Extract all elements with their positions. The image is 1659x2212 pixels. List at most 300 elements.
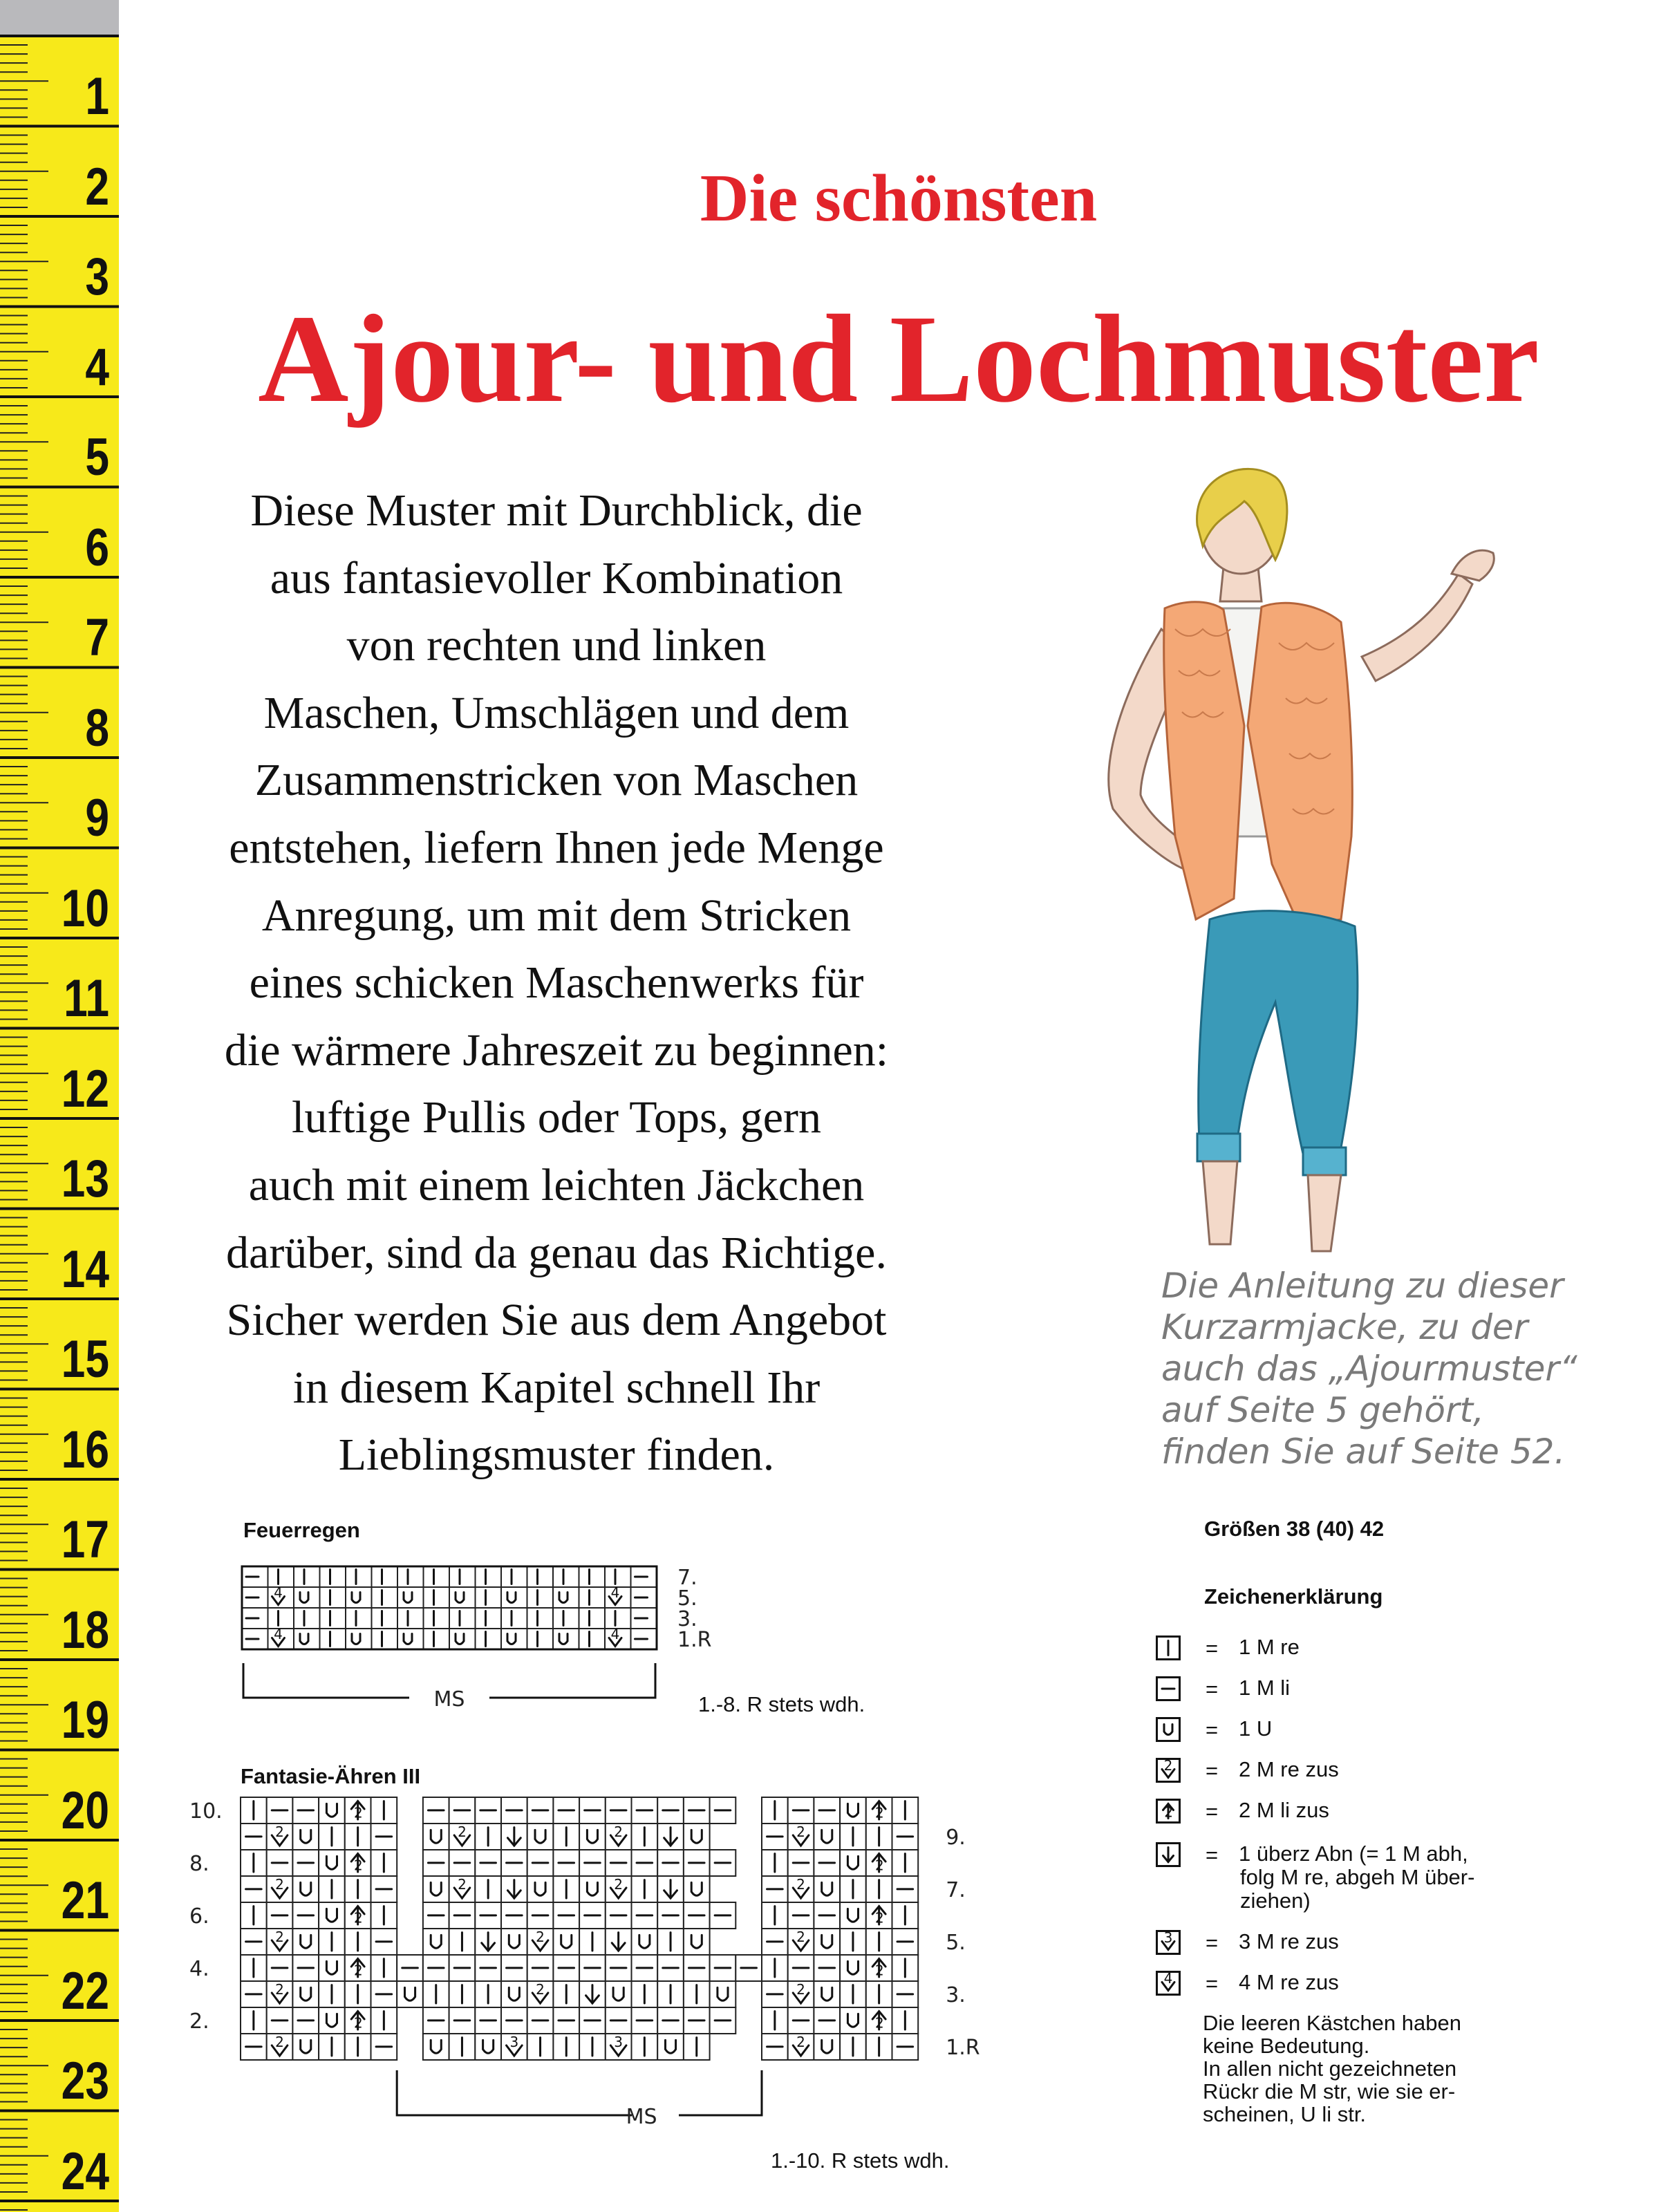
svg-text:2: 2 <box>796 1875 805 1893</box>
svg-text:2: 2 <box>614 1875 624 1893</box>
chart-cell <box>710 2007 736 2034</box>
chart-cell <box>449 1587 476 1608</box>
note-line: Die leeren Kästchen haben <box>1203 2011 1461 2035</box>
chart-cell <box>449 1876 476 1902</box>
chart-row-label-left: 6. <box>189 1904 209 1929</box>
legend-text-line: 1 M re <box>1239 1635 1300 1659</box>
ruler-number: 3 <box>85 247 109 306</box>
caption-line: Kurzarmjacke, zu der <box>1161 1307 1528 1347</box>
chart-cell <box>267 1981 293 2007</box>
chart-cell <box>657 1981 684 2007</box>
page-subtitle: Die schönsten <box>700 161 1098 236</box>
caption-line: auch das „Ajourmuster“ <box>1161 1349 1577 1389</box>
svg-text:3: 3 <box>1163 1932 1173 1946</box>
chart-cell <box>371 1850 397 1876</box>
ruler-number: 18 <box>61 1600 109 1660</box>
chart-cell <box>449 1850 476 1876</box>
chart-cell <box>892 2007 919 2034</box>
chart-cell <box>788 1850 814 1876</box>
chart-cell <box>892 1955 919 1981</box>
ruler-number: 10 <box>61 879 109 938</box>
chart-cell <box>501 1608 527 1629</box>
ruler-number: 1 <box>85 67 109 126</box>
legend-text <box>1239 1799 1329 1822</box>
chart-cell <box>371 1876 397 1902</box>
chart-cell <box>553 1608 579 1629</box>
chart-cell <box>840 1955 866 1981</box>
chart-cell <box>840 1981 866 2007</box>
chart-cell <box>788 1955 814 1981</box>
sizes-label: Größen 38 (40) 42 <box>1204 1517 1385 1541</box>
chart-cell <box>892 1902 919 1929</box>
chart-cell <box>424 1629 450 1649</box>
chart-cell <box>631 1566 657 1587</box>
chart-cell <box>476 1587 502 1608</box>
chart-cell <box>814 1929 840 1955</box>
chart-cell <box>892 1981 919 2007</box>
vest-right <box>1248 603 1352 926</box>
leg-left <box>1203 1161 1237 1244</box>
chart-cell <box>345 1929 371 1955</box>
chart-cell <box>527 1850 554 1876</box>
chart-cell <box>372 1608 398 1629</box>
chart-cell <box>292 1902 319 1929</box>
svg-text:2: 2 <box>875 1857 884 1874</box>
chart-cell <box>553 1902 579 1929</box>
note-line: Rückr die M str, wie sie er- <box>1203 2079 1456 2103</box>
chart-cell <box>657 1876 684 1902</box>
svg-text:2: 2 <box>614 1823 624 1840</box>
chart-cell <box>632 2034 658 2060</box>
chart-cell <box>814 1902 840 1929</box>
ruler-number: 15 <box>61 1330 109 1389</box>
chart-row-label-left: 4. <box>189 1957 209 1981</box>
legend-equals: = <box>1206 1931 1219 1955</box>
svg-text:2: 2 <box>796 2033 805 2050</box>
chart-cell <box>788 1902 814 1929</box>
chart-cell <box>292 1850 319 1876</box>
chart-cell <box>501 1566 527 1587</box>
chart-cell <box>762 1876 788 1902</box>
chart-cell <box>788 1981 814 2007</box>
chart-cell <box>397 1955 423 1981</box>
chart-cell <box>866 2007 892 2034</box>
chart-cell <box>866 1876 892 1902</box>
svg-text:2: 2 <box>796 1928 805 1945</box>
chart-row-label-right: 5. <box>946 1931 966 1955</box>
chart-cell <box>241 1902 267 1929</box>
chart-cell <box>501 1929 527 1955</box>
chart-cell <box>553 1981 579 2007</box>
svg-text:3: 3 <box>614 2033 624 2050</box>
chart-cell <box>294 1566 320 1587</box>
chart-cell <box>423 1850 449 1876</box>
chart-cell <box>241 1797 267 1824</box>
chart-cell <box>294 1608 320 1629</box>
chart-cell <box>241 1850 267 1876</box>
leg-right <box>1308 1175 1341 1251</box>
chart-cell <box>684 1929 710 1955</box>
chart-cell <box>267 1876 293 1902</box>
chart-cell <box>346 1566 372 1587</box>
chart-cell <box>319 1955 345 1981</box>
chart-cell <box>762 1902 788 1929</box>
chart-cell <box>449 2007 476 2034</box>
chart-cell <box>320 1629 346 1649</box>
chart-cell <box>372 1629 398 1649</box>
chart-cell <box>606 2034 632 2060</box>
intro-line: Lieblingsmuster finden. <box>338 1430 775 1481</box>
svg-text:2: 2 <box>875 2014 884 2032</box>
chart-cell <box>371 1955 397 1981</box>
chart-cell <box>553 1797 579 1824</box>
chart-cell <box>657 1797 684 1824</box>
svg-text:3: 3 <box>509 2033 519 2050</box>
chart-fantasie-aehren <box>180 1790 995 2136</box>
chart-row-label-right: 7. <box>946 1878 966 1902</box>
chart-cell <box>632 1797 658 1824</box>
chart-cell <box>449 1608 476 1629</box>
chart-cell <box>319 1902 345 1929</box>
chart-cell <box>267 2034 293 2060</box>
chart-cell <box>397 1566 424 1587</box>
legend-symbol-icon <box>1156 1676 1181 1701</box>
chart-cell <box>788 1876 814 1902</box>
chart-cell <box>292 1797 319 1824</box>
chart-cell <box>475 1902 501 1929</box>
chart-cell <box>267 1797 293 1824</box>
chart-cell <box>762 1981 788 2007</box>
chart-cell <box>840 1902 866 1929</box>
chart-cell <box>527 1608 554 1629</box>
chart-cell <box>840 1797 866 1824</box>
chart-cell <box>241 1876 267 1902</box>
chart-cell <box>449 1566 476 1587</box>
chart-cell <box>632 1981 658 2007</box>
intro-line: darüber, sind da genau das Richtige. <box>226 1227 887 1278</box>
chart-cell <box>372 1587 398 1608</box>
chart-cell <box>553 1876 579 1902</box>
chart-ms-label: MS <box>433 1687 465 1712</box>
svg-text:4: 4 <box>610 1626 620 1642</box>
chart-cell <box>788 2007 814 2034</box>
ruler-number: 19 <box>61 1691 109 1750</box>
chart-cell <box>501 1587 527 1608</box>
ruler-number: 17 <box>61 1510 109 1569</box>
jeans <box>1199 911 1358 1168</box>
chart-cell <box>762 1850 788 1876</box>
legend-symbol-icon <box>1156 1758 1181 1783</box>
chart-cell <box>579 1797 606 1824</box>
chart-cell <box>267 1824 293 1850</box>
chart-cell <box>501 1902 527 1929</box>
chart-cell <box>527 1629 554 1649</box>
legend-text <box>1239 1635 1300 1659</box>
chart-cell <box>423 1797 449 1824</box>
chart-cell <box>475 1955 501 1981</box>
chart-cell <box>788 1824 814 1850</box>
chart-cell <box>475 2034 501 2060</box>
svg-text:2: 2 <box>354 1962 363 1979</box>
chart-cell <box>319 1876 345 1902</box>
legend-text-line: 2 M li zus <box>1239 1798 1329 1822</box>
svg-text:2: 2 <box>458 1823 467 1840</box>
chart-cell <box>632 1876 658 1902</box>
chart-cell <box>267 1850 293 1876</box>
chart-cell <box>268 1626 294 1649</box>
chart-cell <box>684 1824 710 1850</box>
chart-cell <box>710 1902 736 1929</box>
chart-cell <box>631 1587 657 1608</box>
chart-cell <box>632 1902 658 1929</box>
legend-equals: = <box>1206 1636 1219 1660</box>
chart-cell <box>475 1797 501 1824</box>
chart-cell <box>397 1608 424 1629</box>
chart-cell <box>423 1981 449 2007</box>
legend-text-line: folg M re, abgeh M über- <box>1240 1865 1475 1889</box>
chart-cell <box>241 1824 267 1850</box>
chart-cell <box>632 1850 658 1876</box>
chart-cell <box>527 1929 554 1955</box>
page-title: Ajour- und Lochmuster <box>258 290 1539 429</box>
intro-line: entstehen, liefern Ihnen jede Menge <box>229 822 884 873</box>
chart-cell <box>449 1824 476 1850</box>
chart-cell <box>657 1955 684 1981</box>
chart-cell <box>892 1850 919 1876</box>
chart-cell <box>292 1929 319 1955</box>
chart-cell <box>397 1587 424 1608</box>
chart-cell <box>866 1955 892 1981</box>
chart-cell <box>476 1608 502 1629</box>
legend-text <box>1239 1676 1290 1700</box>
legend-symbol-icon <box>1156 1842 1181 1867</box>
ruler-number: 4 <box>85 337 109 397</box>
chart-cell <box>501 2034 527 2060</box>
legend-note <box>1203 2012 1521 2126</box>
chart-cell <box>292 1824 319 1850</box>
chart-cell <box>423 1824 449 1850</box>
chart-cell <box>320 1587 346 1608</box>
chart-cell <box>501 1797 527 1824</box>
ruler-number: 21 <box>61 1871 109 1930</box>
chart-cell <box>606 1929 632 1955</box>
chart-cell <box>319 1981 345 2007</box>
chart-cell <box>501 1955 527 1981</box>
caption-line: Die Anleitung zu dieser <box>1161 1266 1564 1306</box>
ruler-number: 6 <box>85 518 109 577</box>
chart-cell <box>892 1824 919 1850</box>
chart-feuerregen <box>235 1555 733 1735</box>
legend-title: Zeichenerklärung <box>1204 1584 1383 1609</box>
chart-cell <box>579 1955 606 1981</box>
chart-cell <box>242 1566 268 1587</box>
note-line: scheinen, U li str. <box>1203 2102 1367 2126</box>
chart-cell <box>371 1981 397 2007</box>
chart-cell <box>319 1929 345 1955</box>
chart-cell <box>292 1876 319 1902</box>
chart-cell <box>710 1850 736 1876</box>
svg-text:4: 4 <box>610 1584 620 1601</box>
chart-cell <box>606 1850 632 1876</box>
chart-cell <box>345 1902 371 1929</box>
ruler-number: 5 <box>85 428 109 487</box>
chart-cell <box>292 1955 319 1981</box>
chart-cell <box>762 1955 788 1981</box>
chart-cell <box>449 1902 476 1929</box>
chart-fantasie-aehren-repeat-note: 1.-10. R stets wdh. <box>771 2148 950 2173</box>
chart-cell <box>579 1929 606 1955</box>
chart-cell <box>866 1902 892 1929</box>
chart-cell <box>579 1566 606 1587</box>
chart-cell <box>346 1587 372 1608</box>
chart-cell <box>476 1629 502 1649</box>
chart-cell <box>866 1981 892 2007</box>
chart-cell <box>710 1981 736 2007</box>
chart-cell <box>527 1876 554 1902</box>
chart-cell <box>579 1850 606 1876</box>
chart-cell <box>866 1929 892 1955</box>
chart-cell <box>319 2034 345 2060</box>
chart-row-label: 5. <box>677 1586 697 1611</box>
legend-equals: = <box>1206 1677 1219 1701</box>
chart-cell <box>579 1824 606 1850</box>
svg-text:2: 2 <box>796 1980 805 1998</box>
chart-cell <box>449 1955 476 1981</box>
chart-cell <box>605 1626 631 1649</box>
chart-cell <box>475 1981 501 2007</box>
chart-cell <box>242 1608 268 1629</box>
chart-cell <box>268 1584 294 1608</box>
chart-cell <box>449 1797 476 1824</box>
chart-cell <box>579 1587 606 1608</box>
svg-text:2: 2 <box>275 2033 284 2050</box>
chart-cell <box>553 1566 579 1587</box>
chart-cell <box>475 1876 501 1902</box>
chart-cell <box>345 2007 371 2034</box>
chart-cell <box>553 2034 579 2060</box>
chart-cell <box>657 1929 684 1955</box>
legend-text-line: 2 M re zus <box>1239 1757 1339 1781</box>
chart-row-label: 1.R <box>677 1628 712 1652</box>
chart-cell <box>292 1981 319 2007</box>
chart-cell <box>553 1629 579 1649</box>
chart-cell <box>294 1629 320 1649</box>
chart-cell <box>346 1629 372 1649</box>
svg-text:2: 2 <box>536 1980 545 1998</box>
chart-cell <box>840 2007 866 2034</box>
chart-cell <box>501 1824 527 1850</box>
intro-line: Zusammenstricken von Maschen <box>254 755 859 806</box>
chart-fantasie-aehren-title: Fantasie-Ähren III <box>241 1764 421 1788</box>
chart-ms-label: MS <box>626 2105 657 2129</box>
ruler-number: 12 <box>61 1059 109 1118</box>
chart-cell <box>814 1850 840 1876</box>
ruler-number: 9 <box>85 789 109 847</box>
chart-cell <box>476 1566 502 1587</box>
chart-cell <box>371 1929 397 1955</box>
svg-text:2: 2 <box>1163 1760 1173 1774</box>
ruler-number: 8 <box>85 698 109 758</box>
chart-cell <box>475 1824 501 1850</box>
ruler-number: 13 <box>61 1150 109 1208</box>
chart-cell <box>527 1955 554 1981</box>
chart-cell <box>527 2007 554 2034</box>
svg-text:2: 2 <box>275 1928 284 1945</box>
chart-cell <box>501 1850 527 1876</box>
legend-equals: = <box>1206 1843 1219 1867</box>
intro-paragraph <box>159 477 954 1489</box>
chart-cell <box>527 1902 554 1929</box>
ruler-number: 11 <box>64 969 109 1028</box>
chart-cell <box>866 2034 892 2060</box>
chart-cell <box>553 1850 579 1876</box>
chart-cell <box>866 1850 892 1876</box>
legend-text-line: 3 M re zus <box>1239 1929 1339 1953</box>
chart-cell <box>397 1981 423 2007</box>
chart-cell <box>345 1797 371 1824</box>
chart-cell <box>840 1850 866 1876</box>
legend-text-line: 4 M re zus <box>1239 1970 1339 1994</box>
chart-cell <box>241 1929 267 1955</box>
chart-cell <box>371 1902 397 1929</box>
chart-cell <box>579 1876 606 1902</box>
chart-cell <box>814 1955 840 1981</box>
svg-text:2: 2 <box>275 1875 284 1893</box>
intro-line: Maschen, Umschlägen und dem <box>263 687 850 738</box>
svg-text:2: 2 <box>354 1804 363 1821</box>
intro-line: aus fantasievoller Kombination <box>270 552 843 603</box>
chart-cell <box>840 2034 866 2060</box>
legend-text <box>1239 1971 1339 1994</box>
chart-cell <box>449 1981 476 2007</box>
chart-cell <box>267 1902 293 1929</box>
chart-cell <box>892 1797 919 1824</box>
svg-text:2: 2 <box>275 1980 284 1998</box>
legend-symbol-icon <box>1156 1971 1181 1996</box>
chart-cell <box>606 1955 632 1981</box>
illustration-caption <box>1161 1265 1604 1472</box>
chart-cell <box>292 2007 319 2034</box>
chart-cell <box>292 2034 319 2060</box>
legend-text <box>1239 1842 1474 1913</box>
chart-cell <box>241 1955 267 1981</box>
legend-text <box>1239 1930 1339 1953</box>
chart-cell <box>320 1608 346 1629</box>
chart-cell <box>242 1629 268 1649</box>
ruler-number: 22 <box>61 1961 109 2021</box>
chart-cell <box>527 1797 554 1824</box>
chart-row-label-right: 3. <box>946 1983 966 2007</box>
chart-cell <box>788 1929 814 1955</box>
chart-cell <box>372 1566 398 1587</box>
chart-cell <box>762 2007 788 2034</box>
chart-cell <box>684 1850 710 1876</box>
legend-text <box>1239 1717 1272 1741</box>
intro-line: die wärmere Jahreszeit zu beginnen: <box>224 1024 889 1076</box>
legend-text-line: ziehen) <box>1240 1888 1311 1913</box>
chart-row-label-right: 1.R <box>946 2036 980 2060</box>
fashion-illustration <box>1037 449 1521 1265</box>
chart-cell <box>553 1587 579 1608</box>
svg-text:2: 2 <box>875 1804 884 1821</box>
chart-cell <box>684 1902 710 1929</box>
legend-symbol-icon <box>1156 1799 1181 1824</box>
chart-cell <box>319 2007 345 2034</box>
chart-cell <box>475 1850 501 1876</box>
chart-cell <box>892 1876 919 1902</box>
svg-text:2: 2 <box>354 1857 363 1874</box>
svg-text:2: 2 <box>875 1909 884 1927</box>
